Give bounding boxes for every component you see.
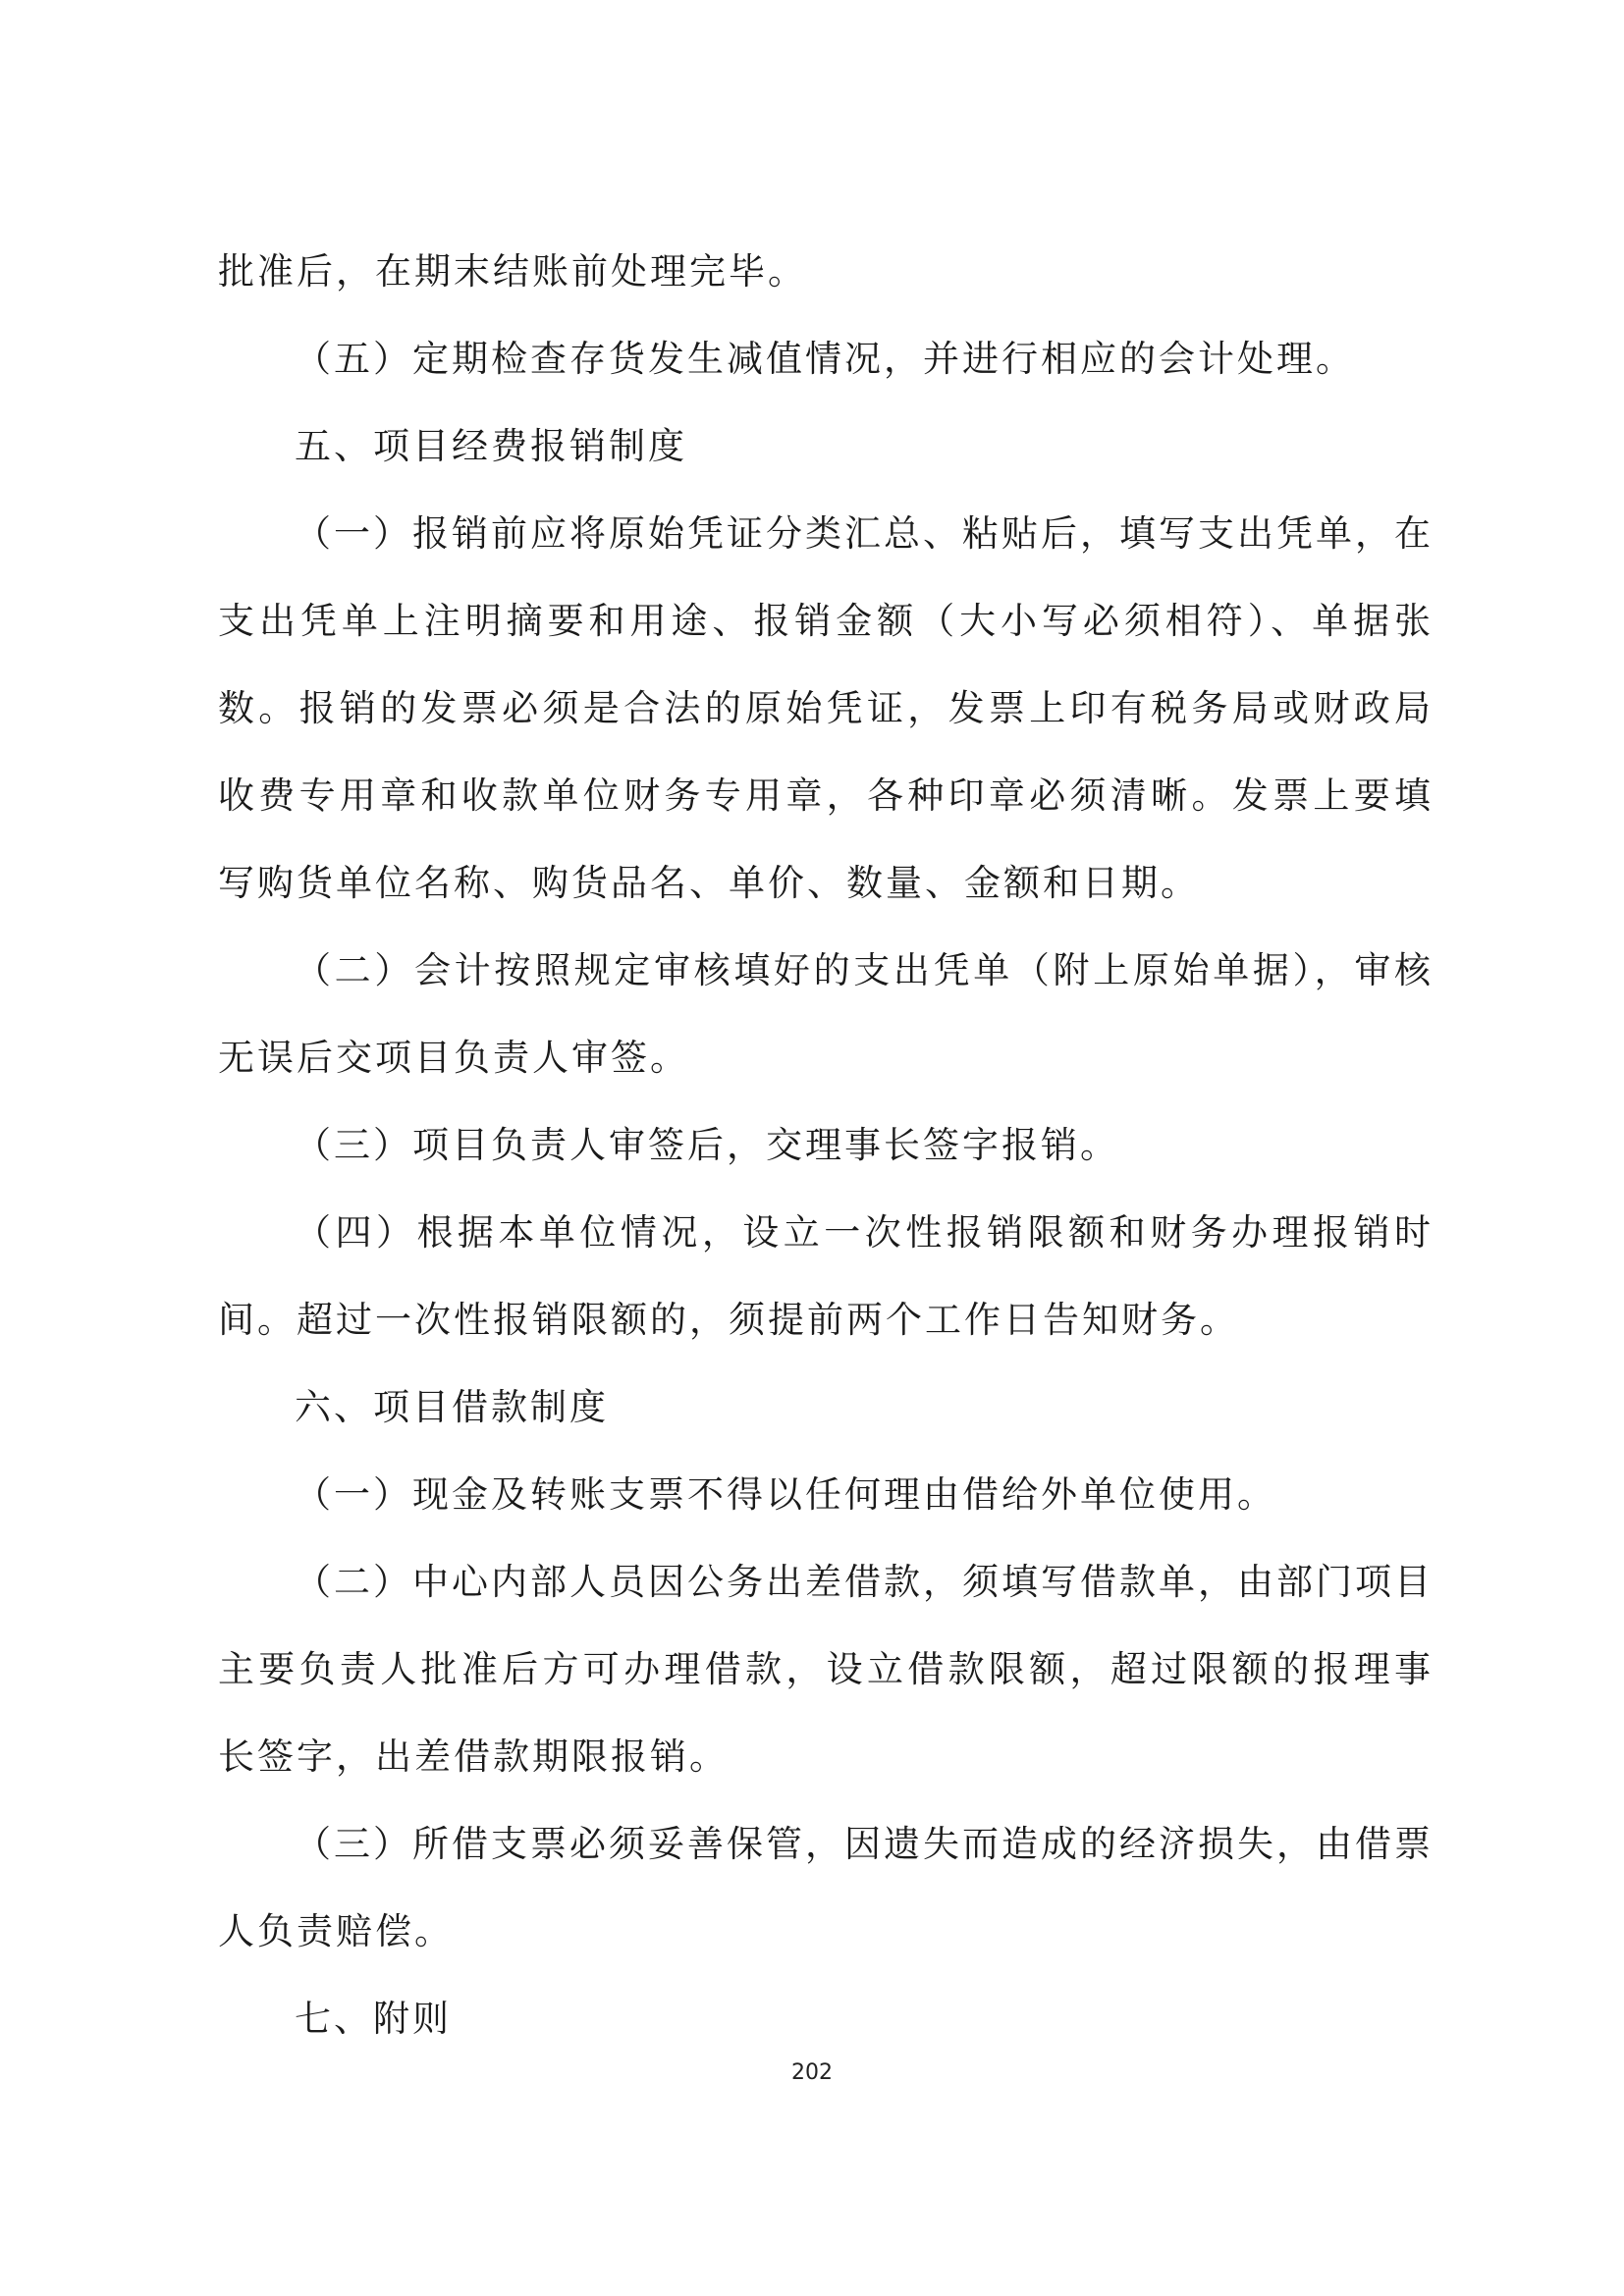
section-heading-appendix: 七、附则 bbox=[295, 1998, 452, 2040]
page-number: 202 bbox=[791, 2060, 833, 2085]
body-text bbox=[218, 228, 1434, 2062]
paragraph-loans-2: （二）中心内部人员因公务出差借款，须填写借款单，由部门项目主要负责人批准后方可办理借款，设立借款限额，超过限额的报理事长签字，出差借款期限报销。 bbox=[218, 1561, 1434, 1778]
paragraph-continuation: 批准后，在期末结账前处理完毕。 bbox=[218, 250, 807, 293]
paragraph-item-5: （五）定期检查存货发生减值情况，并进行相应的会计处理。 bbox=[295, 338, 1355, 380]
paragraph-reimbursement-3: （三）项目负责人审签后，交理事长签字报销。 bbox=[295, 1124, 1119, 1166]
section-heading-reimbursement: 五、项目经费报销制度 bbox=[295, 425, 687, 467]
paragraph-loans-1: （一）现金及转账支票不得以任何理由借给外单位使用。 bbox=[295, 1473, 1276, 1516]
paragraph-reimbursement-2: （二）会计按照规定审核填好的支出凭单（附上原始单据），审核无误后交项目负责人审签。 bbox=[218, 949, 1434, 1079]
paragraph-reimbursement-4: （四）根据本单位情况，设立一次性报销限额和财务办理报销时间。超过一次性报销限额的，须提前两个工作日告知财务。 bbox=[218, 1211, 1434, 1341]
paragraph-reimbursement-1: （一）报销前应将原始凭证分类汇总、粘贴后，填写支出凭单，在支出凭单上注明摘要和用途、报销金额（大小写必须相符）、单据张数。报销的发票必须是合法的原始凭证，发票上印有税务局或财政局收费专用章和收款单位财务专用章，各种印章必须清晰。发票上要填写购货单位名称、购货品名、单价、数量、金额和日期。 bbox=[218, 512, 1434, 904]
paragraph-loans-3: （三）所借支票必须妥善保管，因遗失而造成的经济损失，由借票人负责赔偿。 bbox=[218, 1823, 1434, 1952]
section-heading-loans: 六、项目借款制度 bbox=[295, 1386, 609, 1428]
